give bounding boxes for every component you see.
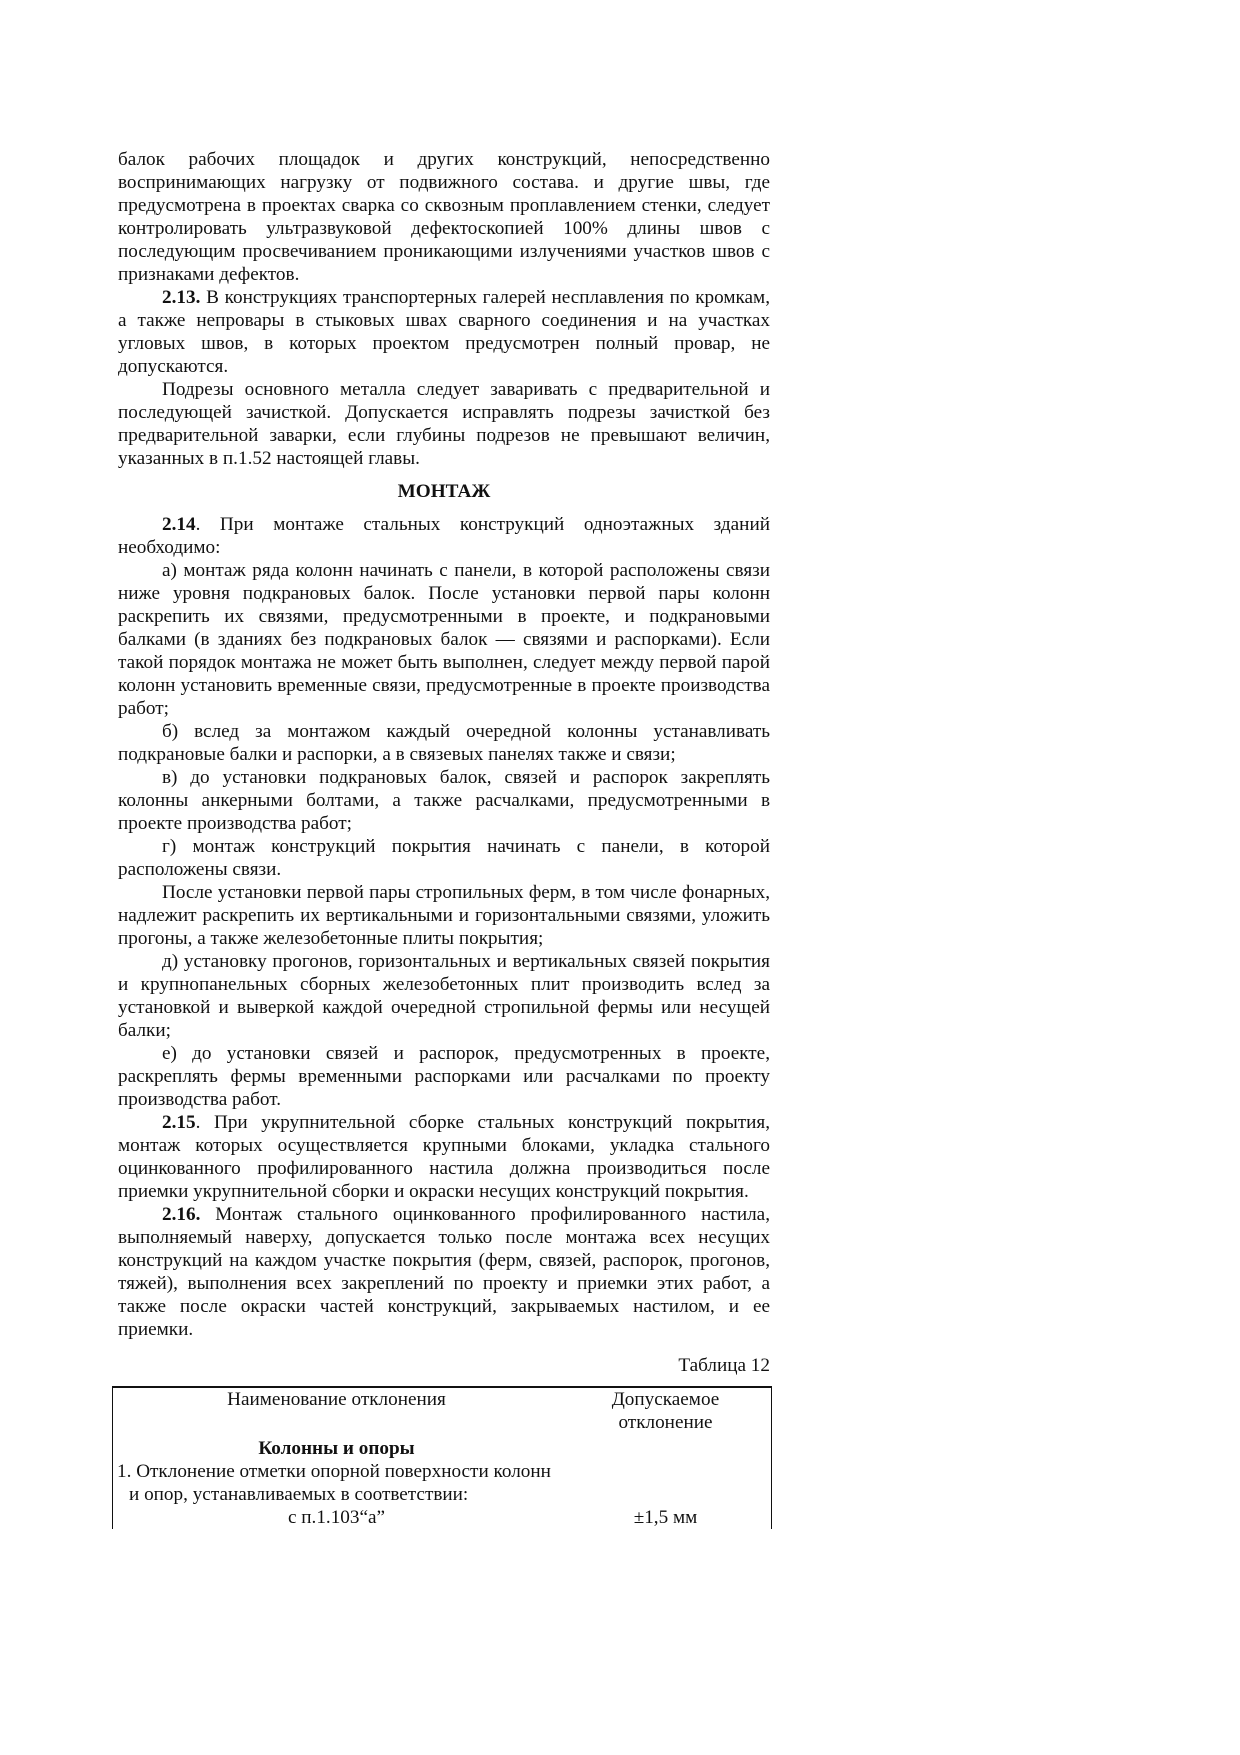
col-header-deviation: Допускаемое отклонение — [560, 1387, 772, 1437]
paragraph-2-13 — [118, 286, 770, 378]
group-label: Колонны и опоры — [113, 1437, 561, 1460]
table-caption: Таблица 12 — [678, 1355, 770, 1376]
list-item-a: а) монтаж ряда колонн начинать с панели, в которой расположены связи ниже уровня подкрановых балок. После установки первой пары колонн раскрепить их связями, предусмотренными в проекте, и подкрановыми балками (в зданиях без подкрановых балок — связями и распорками). Если такой порядок монтажа не может быть выполнен, следует между первой парой колонн установить временные связи, предусмотренные в проекте производства работ; — [118, 560, 770, 719]
deviation-value: ±1,5 мм — [560, 1506, 772, 1529]
clause-number: 2.13. — [162, 287, 201, 308]
table-header-row — [113, 1387, 772, 1437]
clause-text: В конструкциях транспортерных галерей несплавления по кромкам, а также непровары в стыковых швах сварного соединения и на участках угловых швов, в которых проектом предусмотрен полный провар, не допускаются. — [118, 287, 770, 377]
section-heading: МОНТАЖ — [397, 481, 491, 502]
list-item-g-cont: После установки первой пары стропильных ферм, в том числе фонарных, надлежит раскрепить их вертикальными и горизонтальными связями, уложить прогоны, а также железобетонные плиты покрытия; — [118, 882, 770, 949]
deviation-table — [112, 1386, 772, 1529]
paragraph-2-16 — [118, 1203, 770, 1341]
clause-text: . При монтаже стальных конструкций одноэтажных зданий необходимо: — [118, 514, 770, 558]
list-item-e: е) до установки связей и распорок, предусмотренных в проекте, раскреплять фермы временными распорками или расчалками по проекту производства работ. — [118, 1043, 770, 1110]
clause-number: 2.15 — [162, 1112, 196, 1133]
deviation-subitem: с п.1.103“а” — [113, 1506, 561, 1529]
table-row — [113, 1460, 772, 1506]
table-group-row — [113, 1437, 772, 1460]
document-page — [118, 148, 770, 1529]
col-header-name: Наименование отклонения — [113, 1387, 561, 1437]
paragraph-continuation: балок рабочих площадок и других конструкций, непосредственно воспринимающих нагрузку от подвижного состава. и другие швы, где предусмотрена в проектах сварка со сквозным проплавлением стенки, следует контролировать ультразвуковой дефектоскопией 100% длины швов с последующим просвечиванием проникающими излучениями участков швов с признаками дефектов. — [118, 149, 770, 285]
list-item-g: г) монтаж конструкций покрытия начинать с панели, в которой расположены связи. — [118, 836, 770, 880]
table-row — [113, 1506, 772, 1529]
clause-text: Монтаж стального оцинкованного профилированного настила, выполняемый наверху, допускается только после монтажа всех несущих конструкций на каждом участке покрытия (ферм, связей, распорок, прогонов, тяжей), выполнения всех закреплений по проекту и приемки этих работ, а также после окраски частей конструкций, закрываемых настилом, и ее приемки. — [118, 1204, 770, 1340]
paragraph-2-15 — [118, 1111, 770, 1203]
clause-number: 2.16. — [162, 1204, 201, 1225]
list-item-d: д) установку прогонов, горизонтальных и вертикальных связей покрытия и крупнопанельных сборных железобетонных плит производить вслед за установкой и выверкой каждой очередной стропильной фермы или несущей балки; — [118, 951, 770, 1041]
paragraph-2-13-cont: Подрезы основного металла следует заваривать с предварительной и последующей зачисткой. Допускается исправлять подрезы зачисткой без предварительной заварки, если глубины подрезов не превышают величин, указанных в п.1.52 настоящей главы. — [118, 379, 770, 469]
deviation-item: 1. Отклонение отметки опорной поверхности колонн и опор, устанавливаемых в соответствии: — [113, 1460, 561, 1506]
clause-number: 2.14 — [162, 514, 196, 535]
list-item-b: б) вслед за монтажом каждый очередной колонны устанавливать подкрановые балки и распорки, а в связевых панелях также и связи; — [118, 721, 770, 765]
clause-text: . При укрупнительной сборке стальных конструкций покрытия, монтаж которых осуществляется крупными блоками, укладка стального оцинкованного профилированного настила должна производиться после приемки укрупнительной сборки и окраски несущих конструкций покрытия. — [118, 1112, 770, 1202]
paragraph-2-14 — [118, 513, 770, 559]
list-item-v: в) до установки подкрановых балок, связей и распорок закреплять колонны анкерными болтами, а также расчалками, предусмотренными в проекте производства работ; — [118, 767, 770, 834]
